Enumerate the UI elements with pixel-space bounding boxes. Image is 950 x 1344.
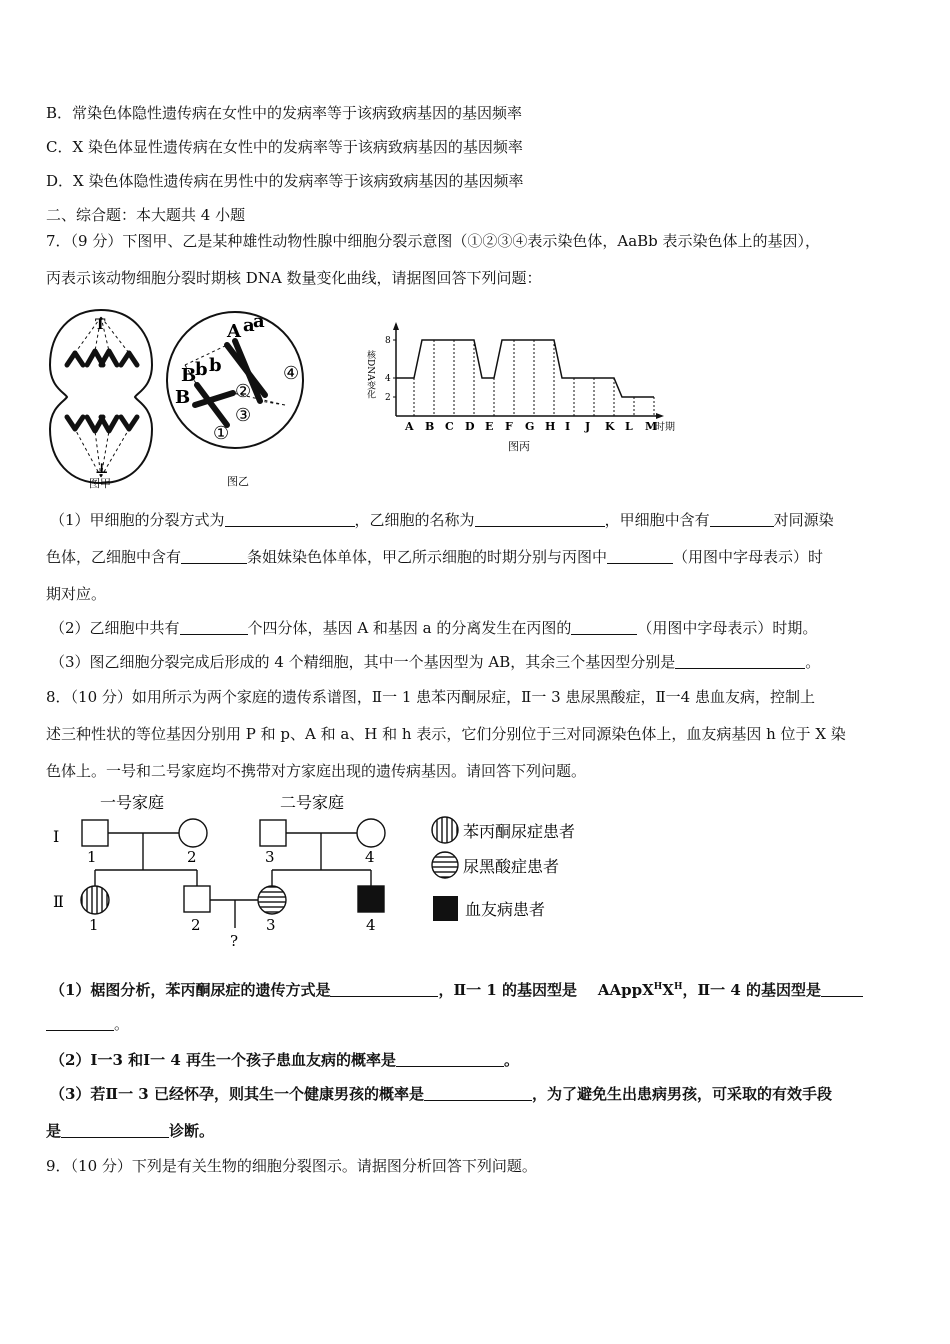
chart-category-A: A: [405, 420, 414, 433]
q7-blank-7[interactable]: [571, 618, 637, 635]
q8-sub1-line1: （1）椐图分析，苯丙酮尿症的遗传方式是 ，Ⅱ一 1 的基因型是 $AAppX^HX^H$，Ⅱ一 4 的基因型是: [50, 977, 863, 1000]
legend-alkaptonuria: 尿黑酸症患者: [463, 857, 560, 876]
chart-y-label: 核DNA变化: [365, 350, 375, 399]
q7-sub2: （2）乙细胞中共有 个四分体，基因 A 和基因 a 的分离发生在丙图的 （用图中字母表示）时期。: [50, 619, 818, 637]
q7-sub1-line1: （1）甲细胞的分裂方式为 ，乙细胞的名称为 ，甲细胞中含有 对同源染: [50, 511, 834, 529]
II-2-male: [184, 886, 210, 912]
svg-text:2: 2: [191, 916, 201, 934]
q8-stem-line1: 8．（10 分）如用所示为两个家庭的遗传系谱图，Ⅱ一 1 患苯丙酮尿症，Ⅱ一 3 患尿黑酸症，Ⅱ一4 患血友病，控制上: [46, 688, 815, 706]
q8-blank-5[interactable]: [61, 1121, 169, 1138]
q7-sub3: （3）图乙细胞分裂完成后形成的 4 个精细胞，其中一个基因型为 AB，其余三个基因型分别是 。: [50, 653, 821, 671]
q7-blank-6[interactable]: [180, 618, 248, 635]
q8-sub1-line2: 。: [46, 1014, 129, 1034]
q7-sub1-line2: 色体，乙细胞中含有 条姐妹染色体单体，甲乙所示细胞的时期分别与丙图中 （用图中字母表示）时: [46, 548, 824, 566]
figure-bing-chart: [360, 320, 700, 465]
family1-label: 一号家庭: [100, 793, 165, 812]
I-4-female: [357, 819, 385, 847]
legend-hemophilia: 血友病患者: [465, 900, 546, 919]
chart-y-tick-label-8: 8: [385, 336, 391, 346]
svg-text:2: 2: [187, 848, 197, 866]
svg-text:4: 4: [365, 848, 375, 866]
chart-category-B: B: [425, 420, 435, 433]
I-1-male: [82, 820, 108, 846]
chart-category-I: I: [565, 420, 571, 433]
q8-stem-line2: 述三种性状的等位基因分别用 P 和 p、A 和 a、H 和 h 表示，它们分别位于三对同源染色体上，血友病基因 h 位于 X 染: [46, 725, 846, 743]
chart-category-C: C: [445, 420, 454, 433]
q8-blank-2[interactable]: [821, 980, 863, 997]
chrom-1: ①: [213, 423, 230, 444]
section-2-heading: 二、综合题：本大题共 4 小题: [46, 206, 246, 224]
chart-y-tick-label-4: 4: [385, 374, 391, 384]
q7-blank-3[interactable]: [710, 510, 774, 527]
chart-category-D: D: [465, 420, 475, 433]
legend-alkaptonuria-icon: [432, 852, 458, 878]
gene-a: a: [243, 315, 255, 336]
legend-hemophilia-icon: [433, 896, 458, 921]
q7-blank-8[interactable]: [675, 652, 805, 669]
figure-jia-caption: 图甲: [89, 477, 111, 490]
figure-jia: [45, 305, 157, 490]
svg-text:3: 3: [265, 848, 275, 866]
option-c: C．X 染色体显性遗传病在女性中的发病率等于该病致病基因的基因频率: [46, 138, 523, 156]
q7-blank-4[interactable]: [181, 547, 247, 564]
svg-text:1: 1: [87, 848, 97, 866]
gene-B: B: [181, 365, 197, 386]
q7-blank-2[interactable]: [475, 510, 605, 527]
option-b: B．常染色体隐性遗传病在女性中的发病率等于该病致病基因的基因频率: [46, 104, 523, 122]
legend-pku-icon: [432, 817, 458, 843]
chart-category-L: L: [625, 420, 633, 433]
chart-category-J: J: [585, 420, 591, 433]
q8-blank-4[interactable]: [424, 1084, 532, 1101]
figure-yi: [165, 305, 305, 490]
svg-text:a: a: [253, 311, 265, 332]
q7-blank-5[interactable]: [607, 547, 673, 564]
svg-text:4: 4: [366, 916, 376, 934]
svg-text:⊥: ⊥: [95, 461, 109, 477]
chart-y-tick-label-2: 2: [385, 393, 391, 403]
q8-sub3-line2: 是 诊断。: [46, 1122, 215, 1140]
gene-A: A: [227, 321, 241, 342]
II-3-female-alkaptonuria: [258, 886, 286, 914]
unknown-child: ?: [230, 932, 239, 950]
II-1-female-pku: [81, 886, 109, 914]
q7-blank-1[interactable]: [225, 510, 355, 527]
chrom-2: ②: [235, 381, 252, 402]
q7-stem-line1: 7．（9 分）下图甲、乙是某种雄性动物性腺中细胞分裂示意图（①②③④表示染色体，AaBb 表示染色体上的基因），: [46, 232, 821, 250]
chart-x-label: 时期: [655, 422, 675, 433]
q7-sub1-line3: 期对应。: [46, 585, 107, 603]
chart-title: 图丙: [508, 440, 530, 453]
chart-category-K: K: [605, 420, 615, 433]
q8-sub2: （2）Ⅰ一3 和Ⅰ一 4 再生一个孩子患血友病的概率是 。: [50, 1051, 520, 1069]
family2-label: 二号家庭: [280, 793, 345, 812]
gene-b: b: [195, 359, 208, 380]
legend-pku: 苯丙酮尿症患者: [463, 822, 576, 841]
svg-text:T: T: [95, 317, 106, 333]
pedigree-chart: [45, 790, 605, 950]
II-4-male-hemophilia: [358, 886, 384, 912]
q8-sub3-line1: （3）若Ⅱ一 3 已经怀孕，则其生一个健康男孩的概率是 ，为了避免生出患病男孩，可采取的有效手段: [50, 1085, 832, 1103]
svg-text:b: b: [209, 355, 222, 376]
option-d: D．X 染色体隐性遗传病在男性中的发病率等于该病致病基因的基因频率: [46, 172, 524, 190]
q8-blank-2b[interactable]: [46, 1014, 114, 1031]
chart-category-H: H: [545, 420, 556, 433]
chart-series-line: [396, 340, 654, 397]
q7-stem-line2: 丙表示该动物细胞分裂时期核 DNA 数量变化曲线，请据图回答下列问题：: [46, 269, 542, 287]
chart-category-E: E: [485, 420, 494, 433]
q8-blank-1[interactable]: [330, 980, 438, 997]
chart-category-G: G: [525, 420, 535, 433]
chrom-3: ③: [235, 405, 252, 426]
chart-category-F: F: [505, 420, 513, 433]
gen2-label: Ⅱ: [53, 892, 64, 911]
chart-category-M: M: [645, 420, 658, 433]
I-2-female: [179, 819, 207, 847]
svg-text:3: 3: [266, 916, 276, 934]
q8-blank-3[interactable]: [396, 1050, 504, 1067]
q8-stem-line3: 色体上。一号和二号家庭均不携带对方家庭出现的遗传病基因。请回答下列问题。: [46, 762, 587, 780]
svg-text:1: 1: [89, 916, 99, 934]
gen1-label: Ⅰ: [53, 827, 60, 846]
chrom-4: ④: [283, 363, 300, 384]
I-3-male: [260, 820, 286, 846]
q9-stem: 9．（10 分）下列是有关生物的细胞分裂图示。请据图分析回答下列问题。: [46, 1157, 537, 1175]
svg-text:B: B: [175, 387, 191, 408]
figure-yi-caption: 图乙: [227, 475, 249, 488]
